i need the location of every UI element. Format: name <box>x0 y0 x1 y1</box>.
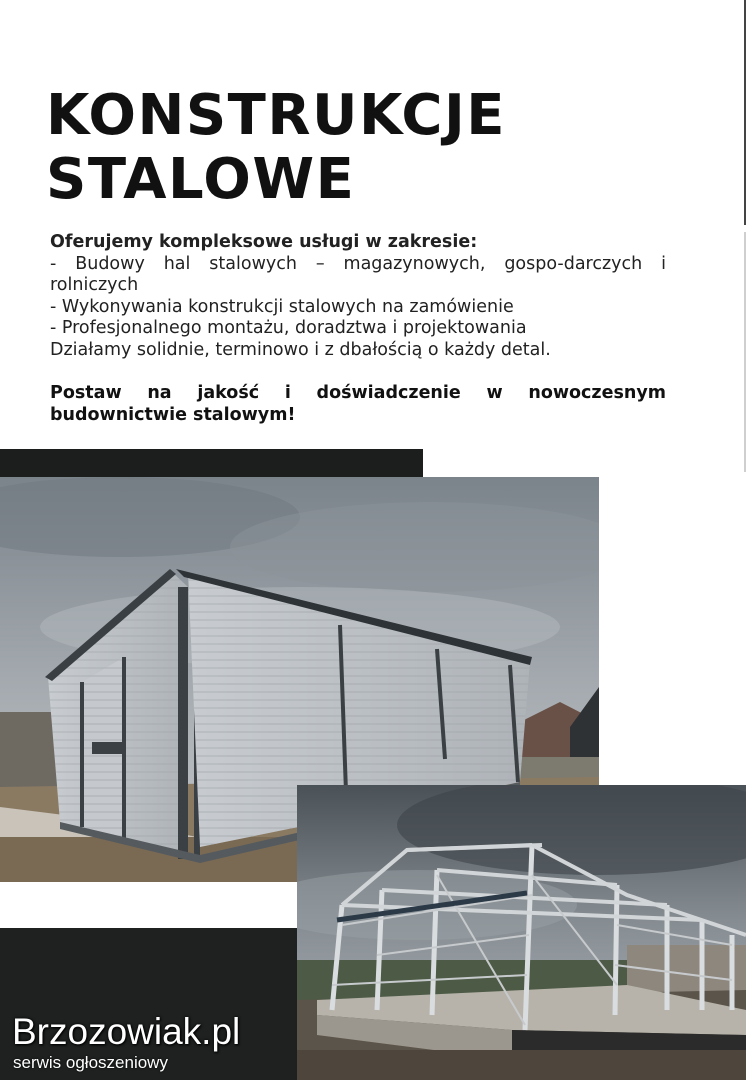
decorative-bar <box>0 449 423 477</box>
service-item: - Wykonywania konstrukcji stalowych na zamówienie <box>50 296 514 317</box>
services-text <box>50 232 666 361</box>
service-item: - Budowy hal stalowych – magazynowych, gospo-darczych i rolniczych <box>50 253 666 295</box>
intro-text: Oferujemy kompleksowe usługi w zakresie: <box>50 232 478 252</box>
steel-frame-photo <box>297 785 746 1080</box>
watermark-tagline: serwis ogłoszeniowy <box>13 1053 168 1072</box>
service-item: - Profesjonalnego montażu, doradztwa i projektowania <box>50 318 527 338</box>
call-to-action: Postaw na jakość i doświadczenie w nowoczesnym budownictwie stalowym! <box>50 383 666 425</box>
title-line-1: KONSTRUKCJE <box>46 83 507 148</box>
closing-text: Działamy solidnie, terminowo i z dbałością o każdy detal. <box>50 339 551 360</box>
watermark-site: Brzozowiak.pl <box>12 1011 241 1052</box>
title-line-2: STALOWE <box>46 147 356 212</box>
page-title <box>46 84 506 212</box>
